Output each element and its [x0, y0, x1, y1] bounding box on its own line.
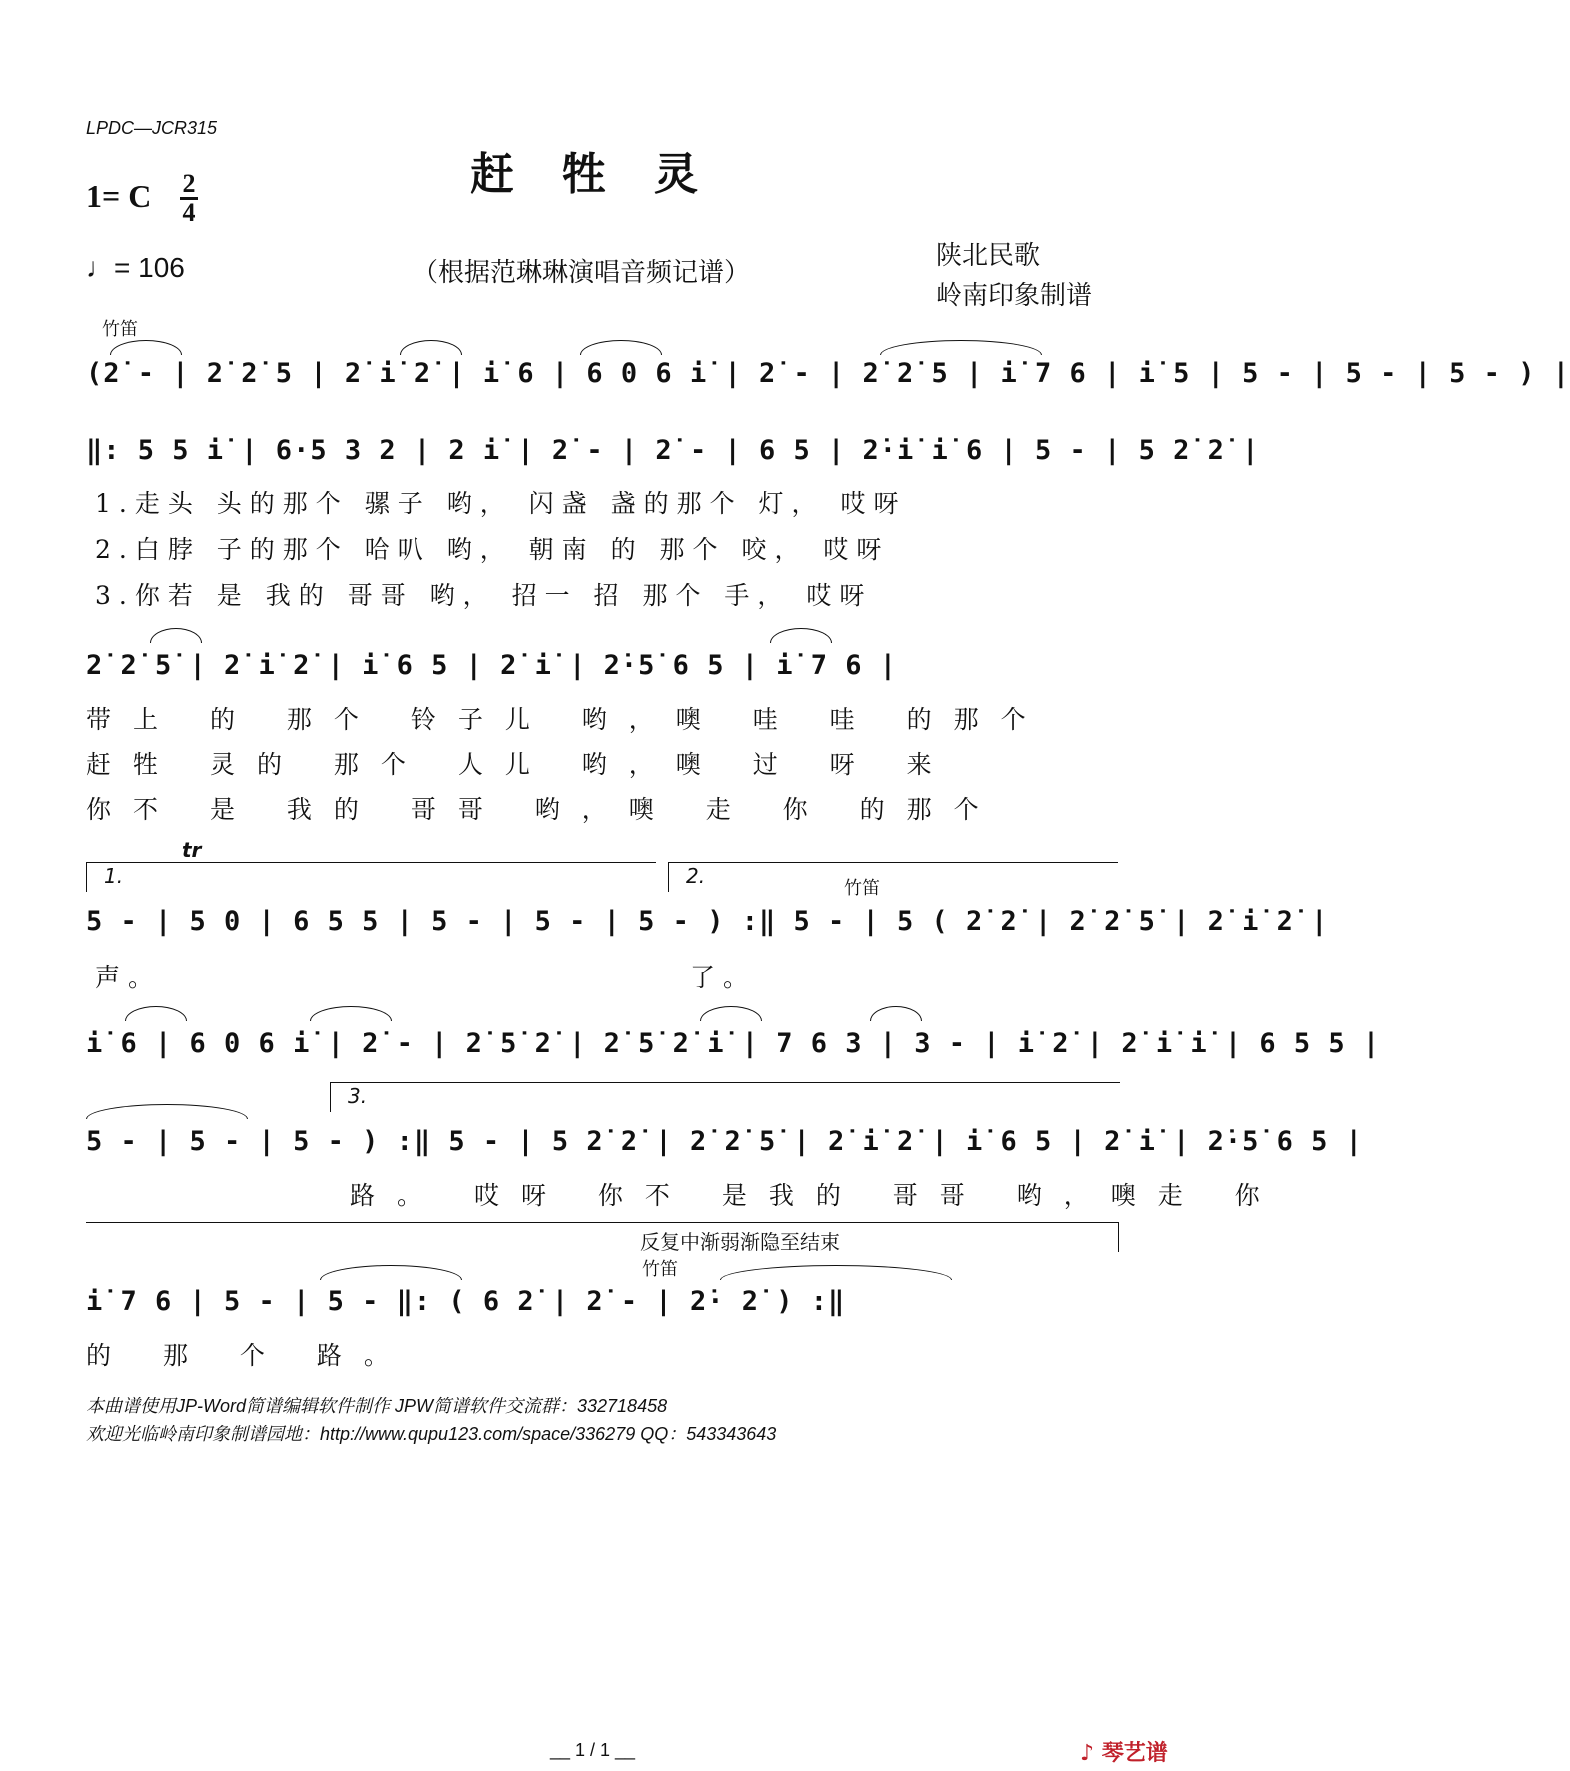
volta-1: 1.	[104, 864, 124, 888]
time-signature	[180, 169, 198, 227]
instrument-label: 竹笛	[844, 878, 880, 898]
lyric-line-3a: 带上 的 那个 铃子儿 哟，噢 哇 哇 的那个	[86, 705, 1048, 734]
notation-line-7: i̇ 7 6 | 5 - | 5 - ‖: ( 6 2̇ | 2̇ - | 2̇· 2̇ ) :‖	[86, 1286, 846, 1317]
instrument-label: 竹笛	[102, 319, 138, 339]
lyric-line-7: 的 那 个 路。	[86, 1341, 411, 1370]
notation-line-1: (2̇ - | 2̇ 2̇ 5 | 2̇ i̇ 2̇ | i̇ 6 | 6 0 6 i̇ | 2̇ - | 2̇ 2̇ 5 | i̇ 7 6 | i̇ 5 | 5 - | 5 - | 5 - ) |	[86, 358, 1570, 389]
lyric-line-3c: 你不 是 我的 哥哥 哟，噢 走 你 的那个	[86, 795, 1001, 824]
notation-line-6: 5 - | 5 - | 5 - ) :‖ 5 - | 5 2̇ 2̇ | 2̇ 2̇ 5̇ | 2̇ i̇ 2̇ | i̇ 6 5 | 2̇ i̇ | 2̇·5̇ 6 5 |	[86, 1126, 1363, 1157]
time-signature-bottom: 4	[182, 198, 196, 227]
volta-3: 3.	[348, 1084, 368, 1108]
lyric-verse-3: 3.你若 是 我的 哥哥 哟， 招一 招 那个 手， 哎呀	[95, 581, 873, 610]
logo-icon: ♪	[1080, 1741, 1102, 1766]
lyric-line-6: 路。 哎呀 你不 是我的 哥哥 哟，噢走 你	[350, 1181, 1282, 1210]
page-number: __ 1 / 1 __	[550, 1740, 636, 1760]
logo-text: 琴艺谱	[1101, 1741, 1168, 1766]
volta-2: 2.	[686, 864, 706, 888]
lyric-verse-2: 2.白脖 子的那个 哈叭 哟， 朝南 的 那个 咬， 哎呀	[95, 535, 890, 564]
notation-line-3: 2̇ 2̇ 5̇ | 2̇ i̇ 2̇ | i̇ 6 5 | 2̇ i̇ | 2̇·5̇ 6 5 | i̇ 7 6 |	[86, 650, 898, 681]
transcriber: 岭南印象制谱	[936, 281, 1093, 311]
song-title: 赶牲灵	[470, 149, 746, 200]
tempo-marking: ♩= 106	[86, 252, 185, 283]
notation-line-2: ‖: 5 5 i̇ | 6·5 3 2 | 2 i̇ | 2̇ - | 2̇ - | 6 5 | 2̇·i̇ i̇ 6 | 5 - | 5 2̇ 2̇ |	[86, 435, 1260, 466]
catalog-number: LPDC—JCR315	[86, 118, 218, 138]
performance-instruction: 反复中渐弱渐隐至结束	[640, 1230, 840, 1254]
lyric-line-3b: 赶牲 灵的 那个 人儿 哟，噢 过 呀 来	[86, 750, 954, 779]
footer-website-note: 欢迎光临岭南印象制谱园地：http://www.qupu123.com/space/336279 QQ：543343643	[86, 1424, 777, 1444]
song-origin: 陕北民歌	[936, 241, 1041, 271]
time-signature-top: 2	[182, 169, 196, 198]
lyric-line-4b: 了。	[690, 963, 757, 992]
notation-line-4: 5 - | 5 0 | 6 5 5 | 5 - | 5 - | 5 - ) :‖ 5 - | 5 ( 2̇ 2̇ | 2̇ 2̇ 5̇ | 2̇ i̇ 2̇ |	[86, 906, 1329, 937]
lyric-line-4a: 声。	[95, 963, 162, 992]
notation-line-5: i̇ 6 | 6 0 6 i̇ | 2̇ - | 2̇ 5̇ 2̇ | 2̇ 5̇ 2̇ i̇ | 7 6 3 | 3 - | i̇ 2̇ | 2̇ i̇ i̇ | 6 5 5 |	[86, 1028, 1381, 1059]
instrument-label: 竹笛	[642, 1259, 678, 1279]
key-signature: 1= C	[86, 178, 152, 214]
trill-mark: tr	[182, 838, 202, 862]
subtitle: （根据范琳琳演唱音频记谱）	[412, 258, 751, 288]
lyric-verse-1: 1.走头 头的那个 骡子 哟， 闪盏 盏的那个 灯， 哎呀	[95, 489, 907, 518]
site-logo	[1080, 1736, 1168, 1767]
footer-software-note: 本曲谱使用JP-Word简谱编辑软件制作 JPW简谱软件交流群：332718458	[86, 1396, 668, 1416]
